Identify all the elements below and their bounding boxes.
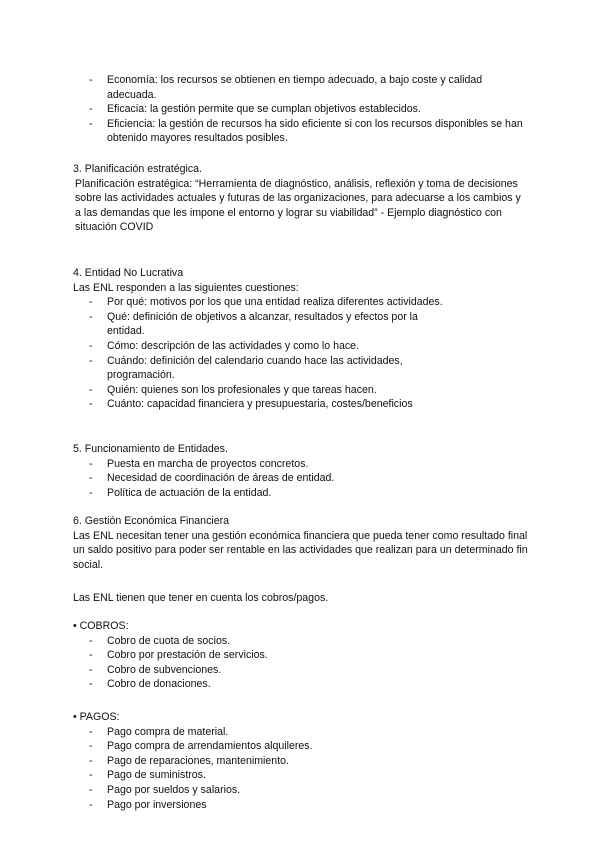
list-item: - Cobro de donaciones. bbox=[73, 677, 533, 692]
section-body: Planificación estratégica: “Herramienta de diagnóstico, análisis, reflexión y toma de decisiones sobre las actividades actuales y futuras de las organizaciones, para adecuarse a los cambios y a las demandas que les impone el entorno y lograr su viabilidad” - Ejemplo diagnóstico con situación COVID bbox=[75, 177, 521, 234]
section-4 bbox=[73, 266, 529, 412]
pagos-list bbox=[73, 725, 533, 813]
section-4-list bbox=[73, 295, 453, 412]
cobros-pagos-note-block bbox=[73, 591, 533, 606]
section-body: Las ENL necesitan tener una gestión económica financiera que pueda tener como resultado final un saldo positivo para poder ser rentable en las actividades que realizan para un determinado fin social. bbox=[73, 529, 528, 571]
cobros-list bbox=[73, 634, 533, 692]
cobros-heading: • COBROS: bbox=[73, 620, 129, 632]
list-item: - Cobro de subvenciones. bbox=[73, 663, 533, 678]
list-item: - Pago de suministros. bbox=[73, 768, 533, 783]
section-6 bbox=[73, 514, 529, 572]
list-item: - Quién: quienes son los profesionales y que tareas hacen. bbox=[73, 383, 453, 398]
list-item: - Por qué: motivos por los que una entidad realiza diferentes actividades. bbox=[73, 295, 453, 310]
list-item: - Eficiencia: la gestión de recursos ha sido eficiente si con los recursos disponibles se han obtenido mayores resultados posibles. bbox=[73, 117, 528, 146]
list-item: - Cobro de cuota de socios. bbox=[73, 634, 533, 649]
list-item: - Qué: definición de objetivos a alcanzar, resultados y efectos por la entidad. bbox=[73, 310, 453, 339]
list-item: - Política de actuación de la entidad. bbox=[73, 486, 533, 501]
list-item: - Cobro por prestación de servicios. bbox=[73, 648, 533, 663]
cobros-pagos-note: Las ENL tienen que tener en cuenta los cobros/pagos. bbox=[73, 592, 329, 604]
list-item: - Pago por sueldos y salarios. bbox=[73, 783, 533, 798]
list-item: - Pago compra de material. bbox=[73, 725, 533, 740]
section-3 bbox=[73, 162, 529, 235]
pagos-block bbox=[73, 710, 533, 812]
list-item: - Necesidad de coordinación de áreas de entidad. bbox=[73, 471, 533, 486]
list-item: - Cómo: descripción de las actividades y como lo hace. bbox=[73, 339, 453, 354]
list-item: - Pago compra de arrendamientos alquileres. bbox=[73, 739, 533, 754]
section-5 bbox=[73, 442, 533, 500]
intro-list bbox=[73, 73, 528, 146]
section-heading: 4. Entidad No Lucrativa bbox=[73, 267, 184, 279]
list-item: - Economía: los recursos se obtienen en tiempo adecuado, a bajo coste y calidad adecuada. bbox=[73, 73, 528, 102]
section-heading: 5. Funcionamiento de Entidades. bbox=[73, 443, 228, 455]
cobros-block bbox=[73, 619, 533, 692]
list-item: - Pago por inversiones bbox=[73, 798, 533, 813]
section-intro: Las ENL responden a las siguientes cuestiones: bbox=[73, 281, 299, 294]
section-5-list bbox=[73, 457, 533, 501]
list-item: - Puesta en marcha de proyectos concretos. bbox=[73, 457, 533, 472]
pagos-heading: • PAGOS: bbox=[73, 711, 120, 723]
list-item: - Cuándo: definición del calendario cuando hace las actividades, programación. bbox=[73, 354, 453, 383]
list-item: - Cuánto: capacidad financiera y presupuestaria, costes/beneficios bbox=[73, 397, 453, 412]
section-heading: 6. Gestión Económica Financiera bbox=[73, 515, 230, 527]
section-heading: 3. Planificación estratégica. bbox=[73, 163, 202, 175]
list-item: - Pago de reparaciones, mantenimiento. bbox=[73, 754, 533, 769]
intro-list-block bbox=[73, 73, 528, 146]
list-item: - Eficacia: la gestión permite que se cumplan objetivos establecidos. bbox=[73, 102, 528, 117]
